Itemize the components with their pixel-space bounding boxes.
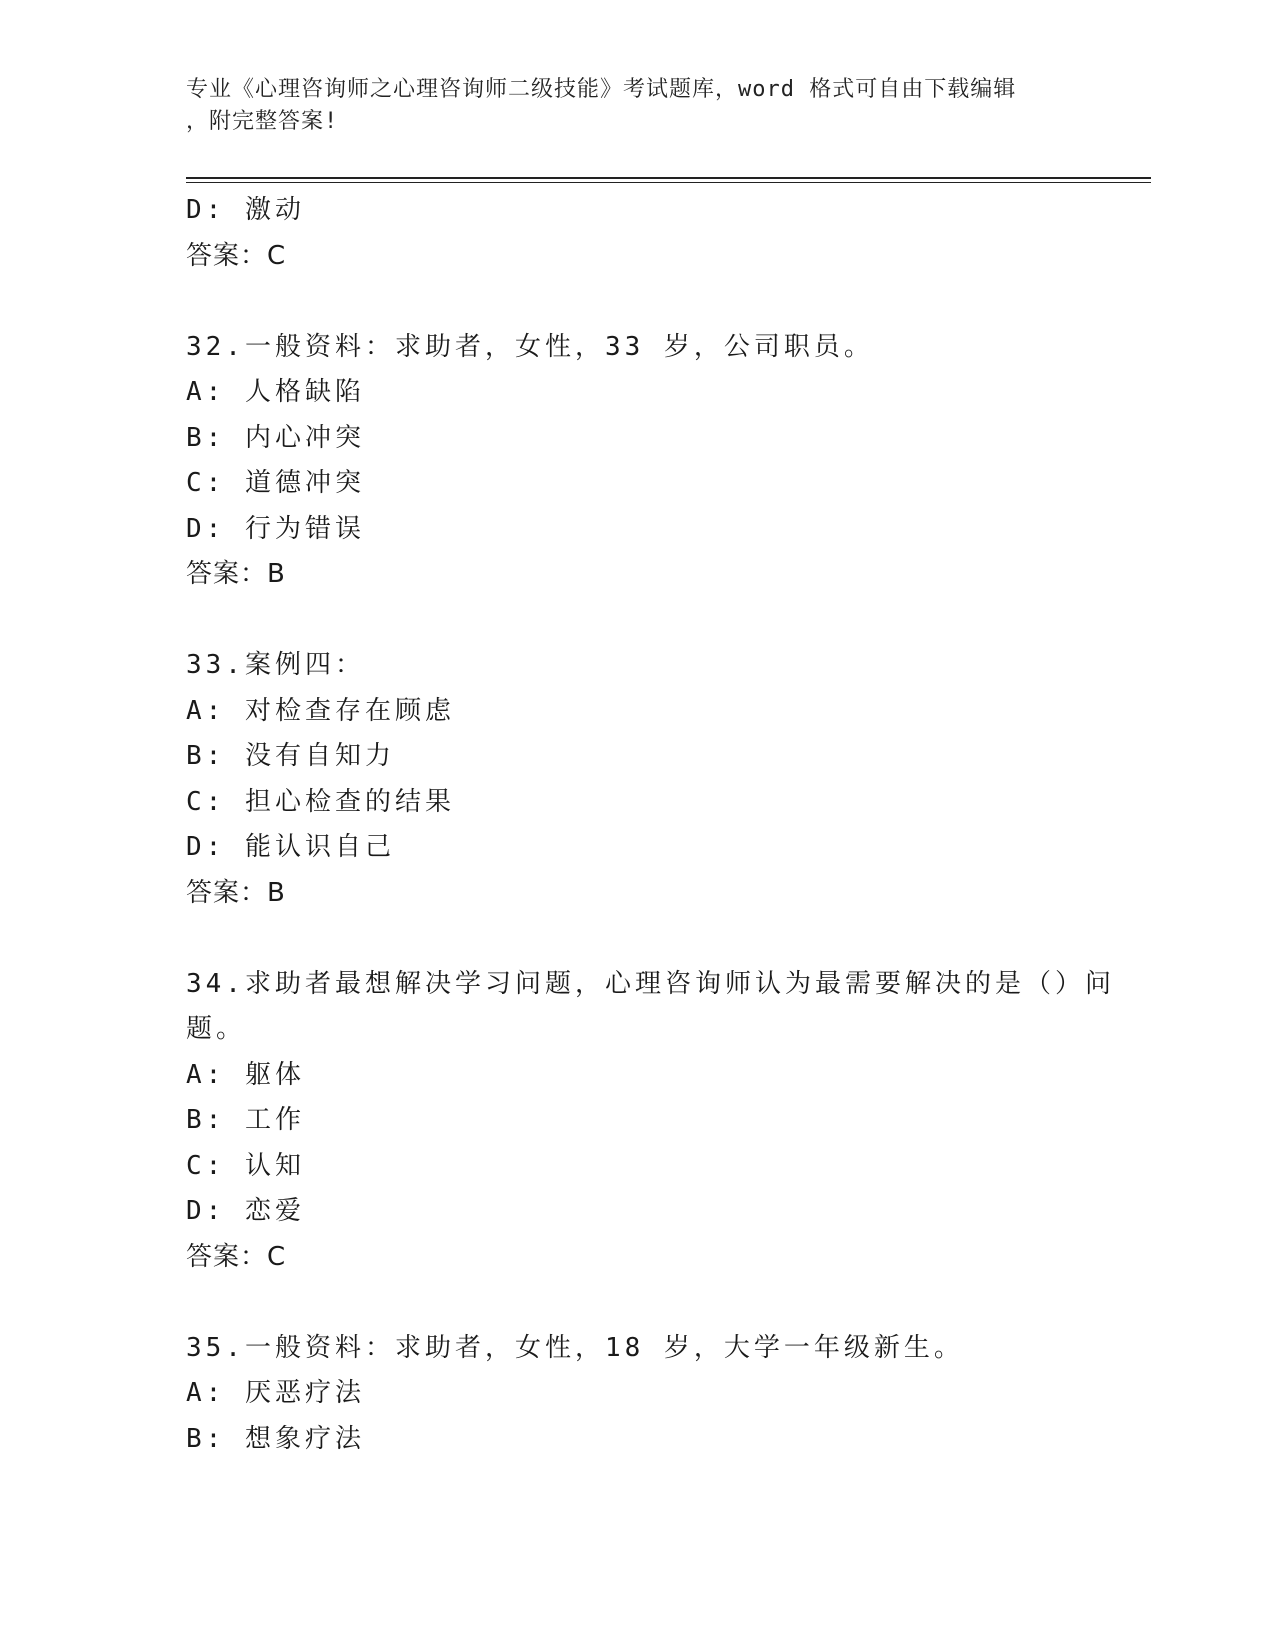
option-a: A: 人格缺陷 [186, 377, 365, 407]
answer-line: 答案：C [186, 240, 287, 271]
option-c: C: 担心检查的结果 [186, 786, 455, 817]
question-stem: 35.一般资料：求助者，女性，18 岁，大学一年级新生。 [186, 1332, 964, 1363]
option-d: D: 激动 [186, 195, 305, 225]
question-stem: 34.求助者最想解决学习问题，心理咨询师认为最需要解决的是（）问 [186, 968, 1115, 999]
answer-line: 答案：C [186, 1241, 287, 1272]
header-line-2: ，附完整答案! [186, 109, 339, 134]
option-d: D: 能认识自己 [186, 832, 395, 862]
question-stem-continued: 题。 [186, 1014, 247, 1044]
header-divider-thin [186, 182, 1151, 183]
question-list [186, 188, 1115, 1462]
option-a: A: 对检查存在顾虑 [186, 695, 455, 726]
option-b: B: 内心冲突 [186, 422, 365, 453]
option-c: C: 认知 [186, 1150, 305, 1181]
option-d: D: 行为错误 [186, 513, 365, 544]
answer-line: 答案：B [186, 559, 286, 589]
option-b: B: 没有自知力 [186, 741, 395, 771]
header-line-1: 专业《心理咨询师之心理咨询师二级技能》考试题库，word 格式可自由下载编辑 [186, 77, 1017, 102]
option-b: B: 想象疗法 [186, 1423, 365, 1454]
option-a: A: 躯体 [186, 1059, 305, 1090]
document-header [186, 74, 1066, 138]
question-stem: 33.案例四： [186, 650, 365, 680]
answer-line: 答案：B [186, 877, 286, 908]
option-b: B: 工作 [186, 1105, 305, 1135]
option-d: D: 恋爱 [186, 1196, 305, 1226]
question-stem: 32.一般资料：求助者，女性，33 岁，公司职员。 [186, 331, 874, 362]
option-c: C: 道德冲突 [186, 468, 365, 498]
header-divider-thick [186, 177, 1151, 179]
option-a: A: 厌恶疗法 [186, 1378, 365, 1408]
